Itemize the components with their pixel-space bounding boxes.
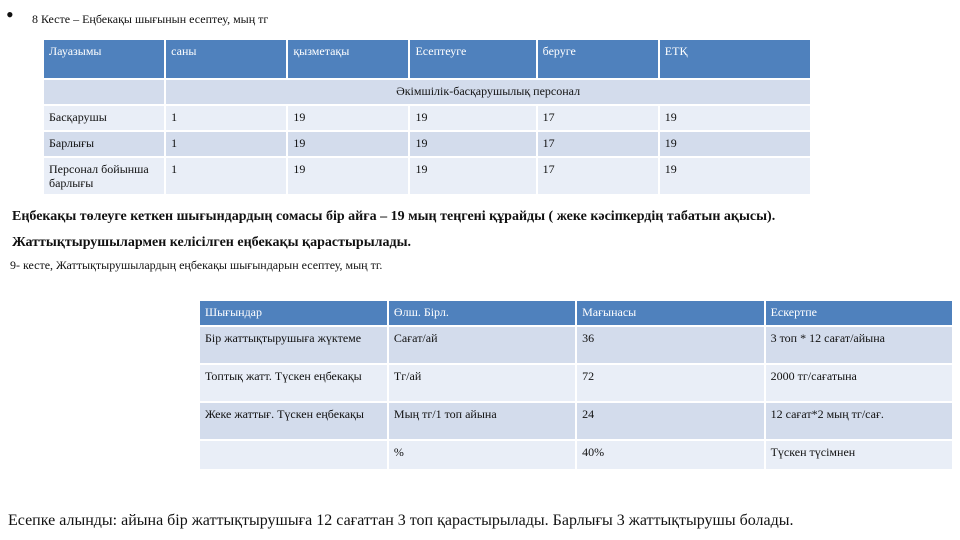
summary-line: Еңбекақы төлеуге кеткен шығындардың сомасы бір айға – 19 мың теңгені құрайды ( жеке кәсіпкердің табатын ақысы).: [12, 209, 776, 224]
table1-cell: 19: [410, 106, 535, 130]
table2-cell: Мың тг/1 топ айына: [389, 403, 575, 439]
table1-cell: 1: [166, 158, 286, 194]
table2-header-row: [200, 301, 952, 325]
table1-cell: 19: [410, 132, 535, 156]
table1-cell: 19: [410, 158, 535, 194]
table1-cell: 1: [166, 132, 286, 156]
table2-cell: [200, 441, 387, 469]
table1-header-cell: Лауазымы: [44, 40, 164, 78]
table1-cell: 19: [660, 132, 810, 156]
table-row: [44, 158, 810, 194]
bullet-mark: •: [6, 2, 14, 27]
table1-cell: 17: [538, 106, 658, 130]
table2-cell: Сағат/ай: [389, 327, 575, 363]
table1-cell: Басқарушы: [44, 106, 164, 130]
table1-header-cell: беруге: [538, 40, 658, 78]
table2-cell: 36: [577, 327, 763, 363]
table2-cell: %: [389, 441, 575, 469]
table1-header-cell: Есептеуге: [410, 40, 535, 78]
table1-cell: 19: [288, 158, 408, 194]
table2-cell: 2000 тг/сағатына: [766, 365, 952, 401]
table1-cell: 1: [166, 106, 286, 130]
table2-cell: Топтық жатт. Түскен еңбекақы: [200, 365, 387, 401]
table2-cell: Бір жаттықтырушыға жүктеме: [200, 327, 387, 363]
table1-header-cell: саны: [166, 40, 286, 78]
table2-header-cell: Шығындар: [200, 301, 387, 325]
salary-table: [42, 38, 812, 196]
summary-line: Жаттықтырушылармен келісілген еңбекақы қарастырылады.: [12, 235, 411, 250]
table2-cell: 12 сағат*2 мың тг/сағ.: [766, 403, 952, 439]
table-row: [200, 365, 952, 401]
table1-cell: 19: [660, 106, 810, 130]
table1-caption: 8 Кесте – Еңбекақы шығынын есептеу, мың тг: [32, 12, 269, 26]
table1-cell: 19: [660, 158, 810, 194]
table-row: [200, 441, 952, 469]
table2-caption: 9- кесте, Жаттықтырушылардың еңбекақы шығындарын есептеу, мың тг.: [10, 258, 383, 272]
table1-empty-cell: [44, 80, 164, 104]
table2-header-cell: Өлш. Бірл.: [389, 301, 575, 325]
table-row: [44, 132, 810, 156]
table1-header-cell: ЕТҚ: [660, 40, 810, 78]
trainer-salary-table: [198, 299, 954, 471]
table2-cell: 72: [577, 365, 763, 401]
table2-header-cell: Ескертпе: [766, 301, 952, 325]
table2-cell: 3 топ * 12 сағат/айына: [766, 327, 952, 363]
summary-paragraph: [12, 204, 952, 256]
table-row: [200, 327, 952, 363]
footer-note: Есепке алынды: айына бір жаттықтырушыға 12 сағаттан 3 топ қарастырылады. Барлығы 3 жаттықтырушы болады.: [8, 512, 794, 529]
table1-section-title: Әкімшілік-басқарушылық персонал: [166, 80, 810, 104]
table1-cell: 19: [288, 106, 408, 130]
table1-cell: 17: [538, 132, 658, 156]
table1-cell: 19: [288, 132, 408, 156]
table2-cell: Жеке жаттығ. Түскен еңбекақы: [200, 403, 387, 439]
table1-header-cell: қызметақы: [288, 40, 408, 78]
table2-cell: Тг/ай: [389, 365, 575, 401]
table1-cell: Персонал бойынша барлығы: [44, 158, 164, 194]
table2-cell: 24: [577, 403, 763, 439]
table1-cell: 17: [538, 158, 658, 194]
table2-cell: 40%: [577, 441, 763, 469]
table2-header-cell: Мағынасы: [577, 301, 763, 325]
table1-header-row: [44, 40, 810, 78]
table1-section-row: [44, 80, 810, 104]
table-row: [44, 106, 810, 130]
table2-cell: Түскен түсімнен: [766, 441, 952, 469]
table1-cell: Барлығы: [44, 132, 164, 156]
table-row: [200, 403, 952, 439]
